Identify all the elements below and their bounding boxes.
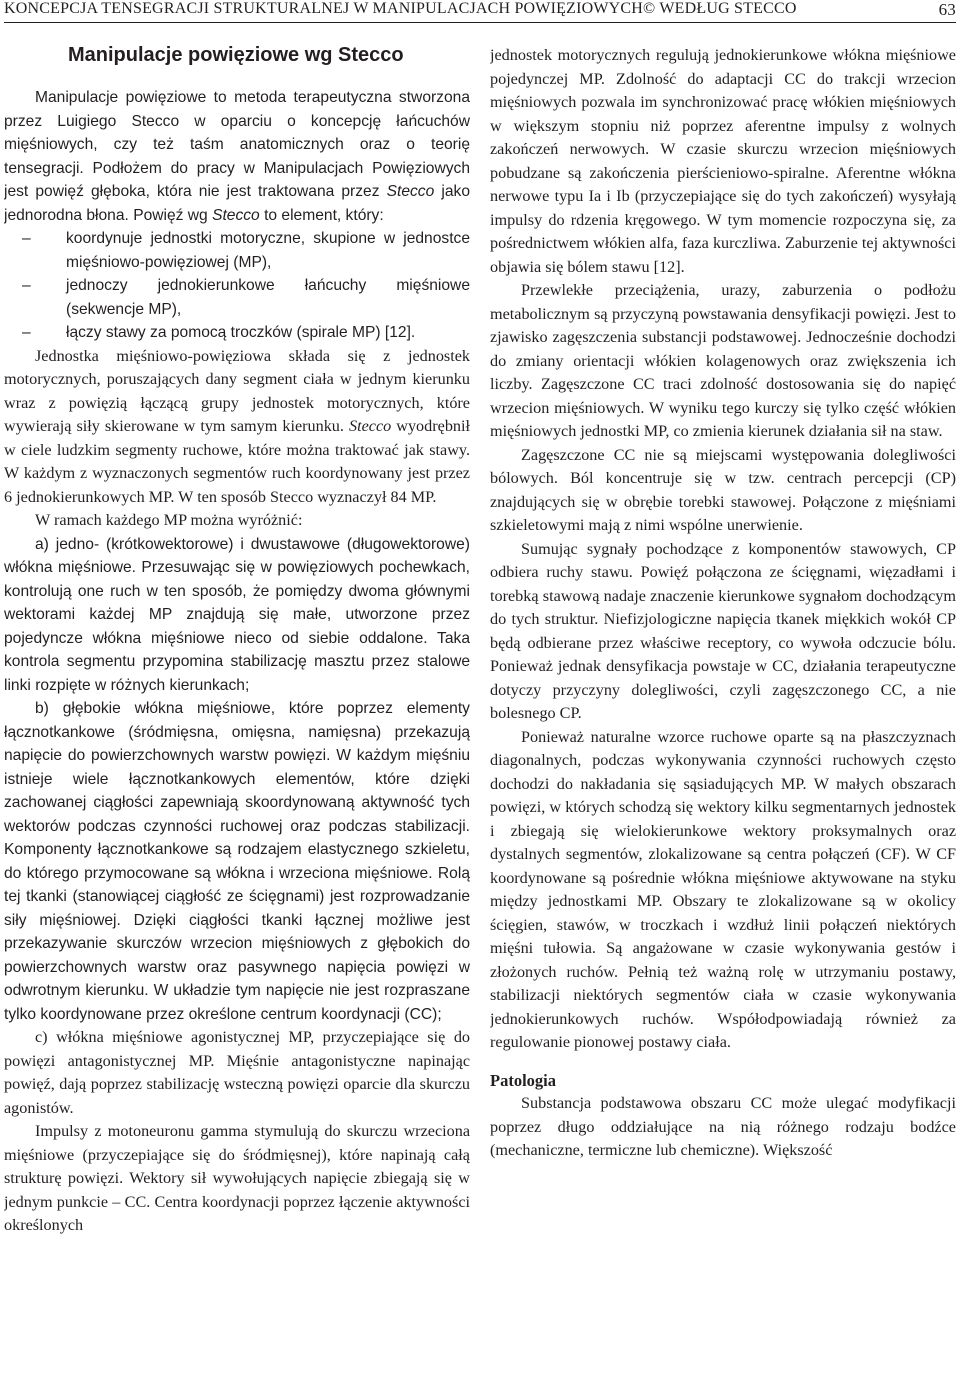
dash-item-3: – łączy stawy za pomocą troczków (spirale MP) [12]. — [22, 324, 416, 341]
continue-paragraph: jednostek motorycznych regulują jednokierunkowe włókna mięśniowe pojedynczej MP. Zdolność do adaptacji CC do trakcji wrzecion mięśniowych pozwala im synchronizować pracę włókien mięśniowych w większym stopniu niż poprzez aferentne impulsy z wolnych zakończeń nerwowych. W czasie skurczu wrzecion mięśniowych pobudzane są zakończenia pierścieniowo-spiralne. Aferentne włókna nerwowe typu Ia i Ib (przyczepiające się do tych zakończeń) wysyłają impulsy do rdzenia kręgowego. W tym momencie rozpoczyna się, za pośrednictwem włókien alfa, faza kurczliwa. Zaburzenie tej aktywności objawia się bólem stawu [12]. — [490, 46, 956, 276]
section-title: Manipulacje powięziowe wg Stecco — [68, 44, 404, 66]
subheading-pathology: Patologia — [490, 1070, 556, 1090]
dash-item-1: – koordynuje jednostki motoryczne, skupione w jednostce mięśniowo-powięziowej (MP), — [22, 230, 470, 271]
page-number: 63 — [938, 0, 956, 19]
within-paragraph: W ramach każdego MP można wyróżnić: — [35, 511, 303, 529]
intro-end: jako jednorodna błona. Powięź wg — [4, 183, 470, 224]
list-item-a: a) jedno- (krótkowektorowe) i dwustawowe (długowektorowe) włókna mięśniowe. Przesuwając się w powięziowych pochewkach, kontrolują one ruch w ten sposób, że pomiędzy dwoma głównymi wektorami każdej MP znajdują się małe, utworzone przez pojedyncze włókna mięśniowe nieco od siebie oddalone. Taka kontrola segmentu przypomina stabilizację masztu przez stalowe linki rozpięte w różnych kierunkach; — [4, 535, 470, 694]
list-item-c: c) włókna mięśniowe agonistycznej MP, przyczepiające się do powięzi antagonistycznej MP. Mięśnie antagonistyczne napinając powięź, dają poprzez stabilizację wsteczną powięzi oparcie dla skurczu agonistów. — [4, 1028, 470, 1117]
intro-text: Manipulacje powięziowe to metoda terapeutyczna stworzona przez Luigiego Stecco w oparciu o koncepcję łańcuchów mięśniowych, czy też taśm anatomicznych oraz o teorię tensegracji. Podłożem do pracy w Manipulacjach Powięziowych jest powięź głęboka, która nie jest traktowana przez — [4, 89, 470, 200]
dash-item-2: – jednoczy jednokierunkowe łańcuchy mięśniowe (sekwencje MP), — [22, 277, 470, 318]
pathology-paragraph: Substancja podstawowa obszaru CC może ulegać modyfikacji poprzez długo oddziałujące na nią różnego rodzaju bodźce (mechaniczne, termiczne lub chemiczne). Większość — [490, 1094, 956, 1159]
intro-italic: Stecco — [386, 183, 435, 200]
intro-tail: to element, który: — [259, 206, 384, 224]
unit-italic: Stecco — [348, 417, 392, 435]
overload-paragraph: Przewlekłe przeciążenia, urazy, zaburzenia o podłożu metabolicznym są przyczyną powstawania densyfikacji powięzi. Jest to zjawisko zagęszczenia substancji podstawowej. Jednocześnie dochodzi do zmiany orientacji włókien kolagenowych oraz zwiększenia ich liczby. Zagęszczone CC traci zdolność dostosowania się do napięć wrzecion mięśniowych. W wyniku tego kurczy się tylko część włókien mięśniowych jednostki MP, co zmienia kierunek działania sił na staw. — [490, 281, 956, 440]
right-column — [490, 44, 956, 1392]
intro-paragraph — [4, 86, 470, 227]
left-column — [4, 42, 470, 1392]
gamma-paragraph: Impulsy z motoneuronu gamma stymulują do skurczu wrzeciona mięśniowe (przyczepiające się do śródmięsnej), które napinają całą strukturę powięzi. Wektory sił wywołujących napięcie zbiegają się w jednym punkcie – CC. Centra koordynacji poprzez łączenie aktywności określonych — [4, 1122, 470, 1234]
intro-italic-2: Stecco — [212, 206, 260, 224]
unit-paragraph: Jednostka mięśniowo-powięziowa składa się z jednostek motorycznych, poruszających dany segment ciała w jednym kierunku wraz z powięzią łączącą grupy jednostek motorycznych, które wywierają siły skierowane w tym samym kierunku. Stecco wyodrębnił w ciele ludzkim segmenty ruchowe, które można traktować jak stawy. W każdym z wyznaczonych segmentów ruch koordynowany jest przez 6 jednokierunkowych MP. W ten sposób Stecco wyznaczył 84 MP. — [4, 346, 470, 506]
natural-paragraph: Ponieważ naturalne wzorce ruchowe oparte są na płaszczyznach diagonalnych, podczas wykonywania czynności ruchowych często dochodzi do nakładania się sąsiadujących MP. W małych obszarach powięzi, w których schodzą się wektory kilku segmentarnych jednostek i zbiegają się wielokierunkowe wektory proksymalnych oraz dystalnych segmentów, zlokalizowane są centra połączeń (CF). W CF koordynowane są pośrednie włókna mięśniowe aktywowane na styku między jednostkami MP. Obszary te zlokalizowane są w okolicy ścięgien, stawów, w troczkach i wzdłuż linii połączeń niektórych mięśni tułowia. Są angażowane w czasie wykonywania gestów i złożonych ruchów. Pełnią też ważną rolę w utrzymaniu postawy, stabilizacji niektórych segmentów ciała w czasie wykonywania jednokierunkowych ruchów. Współodpowiadają również za regulowanie pionowej postawy ciała. — [490, 727, 956, 1051]
list-item-b: b) głębokie włókna mięśniowe, które poprzez elementy łącznotkankowe (śródmięsna, omięsna, namięsna) przekazują napięcie do powierzchownych warstw powięzi. W każdym mięśniu istnieje wiele łącznotkankowych elementów, które dzięki zachowanej ciągłości zapewniają skoordynowaną aktywność tych wektorów podczas czynności ruchowej oraz podczas stabilizacji. Komponenty łącznotkankowe są rodzajem elastycznego szkieletu, do którego przymocowane są włókna i wrzeciona mięśniowe. Rolą tej tkanki (stanowiącej ciągłość ze ścięgnami) jest rozprowadzanie siły mięśniowej. Dzięki ciągłości tkanki łącznej możliwe jest przekazywanie skurczów wrzecion mięśniowych z głębokich do powierzchownych warstw oraz pasywnego napięcia powięzi w odwrotnym kierunku. W układzie tym napięcie nie jest rozpraszane tylko koordynowane przez określone centrum koordynacji (CC); — [4, 700, 470, 1023]
sum-paragraph: Sumując sygnały pochodzące z komponentów stawowych, CP odbiera ruchy stawu. Powięź połączona ze ścięgnami, więzadłami i torebką stawową nadaje znaczenie kierunkowe sygnałom dochodzącym do tych struktur. Niefizjologiczne napięcia tkanek miękkich wokół CP będą odbierane przez właściwe receptory, co wywoła odczucie bólu. Ponieważ jednak densyfikacja powstaje w CC, działania terapeutyczne dotyczy przyczyny dolegliwości, czyli zagęszczonego CC, a nie bolesnego CP. — [490, 539, 956, 722]
running-title: KONCEPCJA TENSEGRACJI STRUKTURALNEJ W MANIPULACJACH POWIĘZIOWYCH© WEDŁUG STECCO — [4, 0, 797, 17]
running-head — [4, 0, 956, 23]
dense-paragraph: Zagęszczone CC nie są miejscami występowania dolegliwości bólowych. Ból koncentruje się w tzw. centrach percepcji (CP) znajdujących się w obrębie torebki stawowej. Połączone z mięśniami szkieletowymi mają z nimi wspólne unerwienie. — [490, 445, 956, 534]
